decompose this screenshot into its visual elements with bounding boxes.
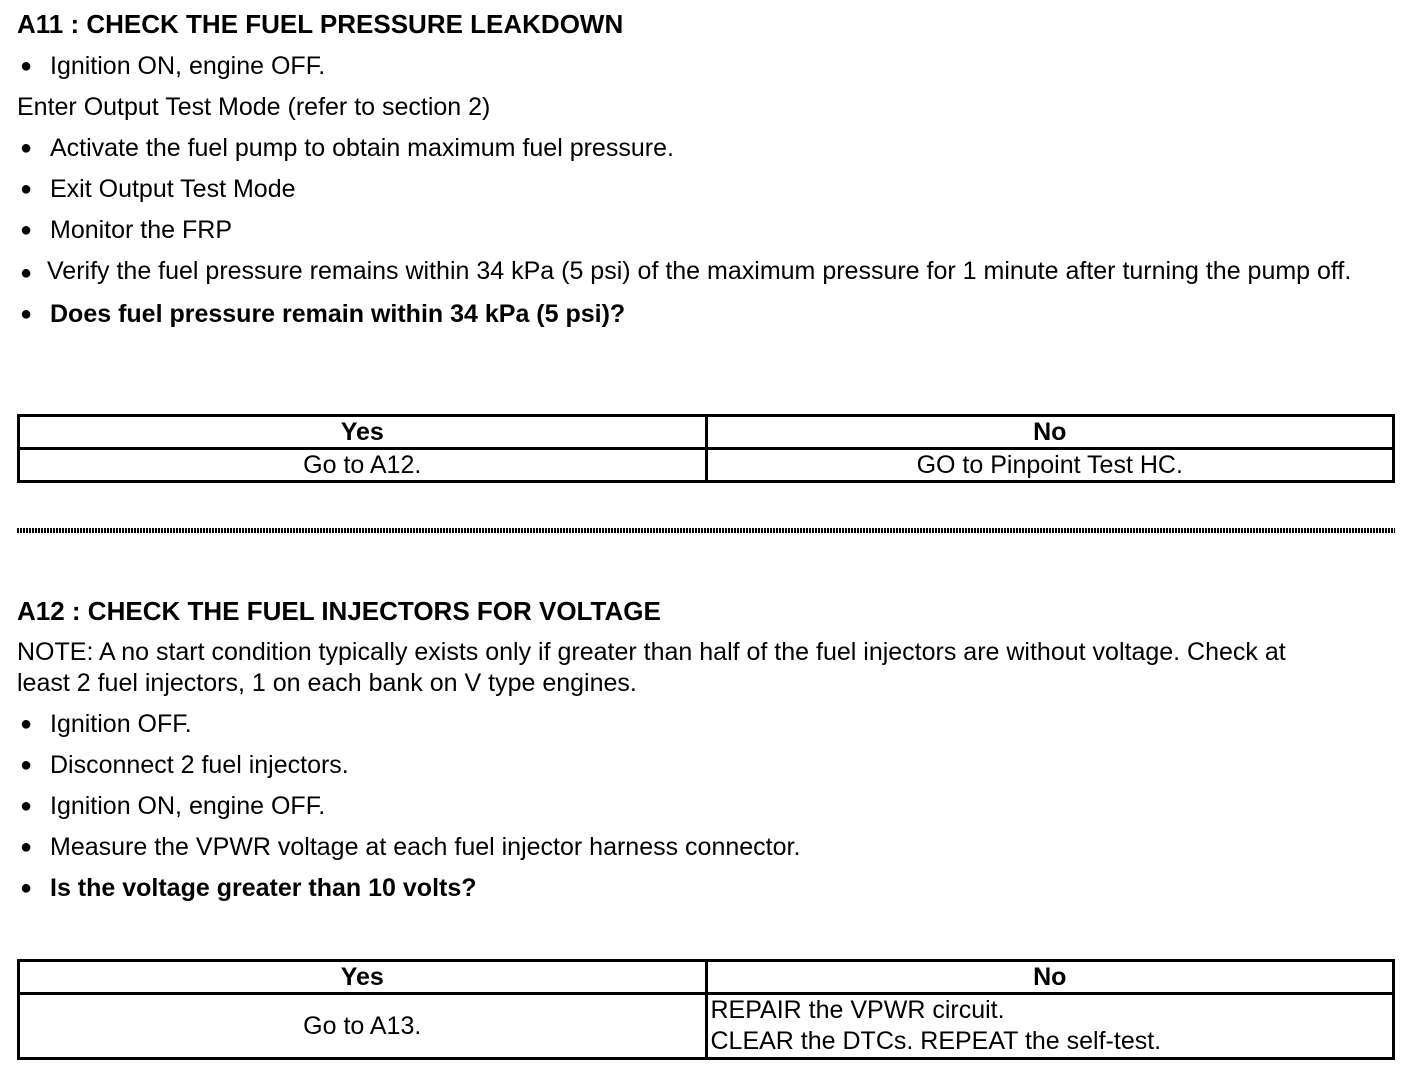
a11-step-1	[17, 51, 1395, 82]
a11-step-5-text: Monitor the FRP	[50, 216, 233, 244]
bullet-icon: ●	[20, 178, 33, 200]
bullet-icon: ●	[20, 877, 33, 899]
a12-no-header: No	[706, 961, 1394, 994]
a12-no-action	[706, 994, 1394, 1059]
a12-question	[17, 873, 1395, 904]
bullet-icon: ●	[20, 262, 33, 284]
a11-yes-action: Go to A12.	[19, 449, 707, 482]
a11-step-6	[17, 256, 1395, 289]
bullet-icon: ●	[20, 303, 33, 325]
a12-step-1	[17, 709, 1395, 740]
a12-step-3	[17, 791, 1395, 822]
a11-step-6-text: Verify the fuel pressure remains within 34 kPa (5 psi) of the maximum pressure for 1 minute after turning the pump off.	[47, 257, 1352, 285]
a12-step-2	[17, 750, 1395, 781]
bullet-icon: ●	[20, 836, 33, 858]
bullet-icon: ●	[20, 795, 33, 817]
a12-yes-header: Yes	[19, 961, 707, 994]
a12-question-text: Is the voltage greater than 10 volts?	[50, 874, 477, 902]
section-a11	[17, 9, 1395, 330]
bullet-icon: ●	[20, 754, 33, 776]
bullet-icon: ●	[20, 55, 33, 77]
a11-step-4-text: Exit Output Test Mode	[50, 175, 296, 203]
bullet-icon: ●	[20, 137, 33, 159]
a12-no-action-line-1: REPAIR the VPWR circuit.	[710, 996, 1005, 1024]
a11-question-text: Does fuel pressure remain within 34 kPa (5 psi)?	[50, 300, 626, 328]
a11-step-2: Enter Output Test Mode (refer to section 2)	[17, 93, 491, 121]
section-a11-title: A11 : CHECK THE FUEL PRESSURE LEAKDOWN	[17, 9, 624, 39]
a12-decision-table-wrap	[17, 959, 1395, 1060]
a11-no-header: No	[706, 416, 1394, 449]
a12-yes-action: Go to A13.	[19, 994, 707, 1059]
a11-step-3	[17, 133, 1395, 164]
a11-question	[17, 299, 1395, 330]
a12-step-3-text: Ignition ON, engine OFF.	[50, 792, 326, 820]
a12-note: NOTE: A no start condition typically exists only if greater than half of the fuel injectors are without voltage. Check at least 2 fuel injectors, 1 on each bank on V type engines.	[17, 638, 1286, 697]
a12-step-2-text: Disconnect 2 fuel injectors.	[50, 751, 349, 779]
bullet-icon: ●	[20, 219, 33, 241]
a11-step-1-text: Ignition ON, engine OFF.	[50, 52, 326, 80]
a11-no-action: GO to Pinpoint Test HC.	[706, 449, 1394, 482]
section-divider	[17, 528, 1395, 533]
a12-no-action-line-2: CLEAR the DTCs. REPEAT the self-test.	[710, 1027, 1162, 1055]
a11-step-5	[17, 215, 1395, 246]
a11-step-3-text: Activate the fuel pump to obtain maximum fuel pressure.	[50, 134, 674, 162]
a11-decision-table-wrap	[17, 414, 1395, 483]
a12-step-4-text: Measure the VPWR voltage at each fuel injector harness connector.	[50, 833, 801, 861]
a11-yes-header: Yes	[19, 416, 707, 449]
a12-step-4	[17, 832, 1395, 863]
section-a12	[17, 596, 1395, 904]
a11-decision-table	[17, 414, 1395, 483]
a11-step-4	[17, 174, 1395, 205]
section-a12-title: A12 : CHECK THE FUEL INJECTORS FOR VOLTAGE	[17, 596, 661, 626]
bullet-icon: ●	[20, 713, 33, 735]
a12-decision-table	[17, 959, 1395, 1060]
a12-step-1-text: Ignition OFF.	[50, 710, 192, 738]
